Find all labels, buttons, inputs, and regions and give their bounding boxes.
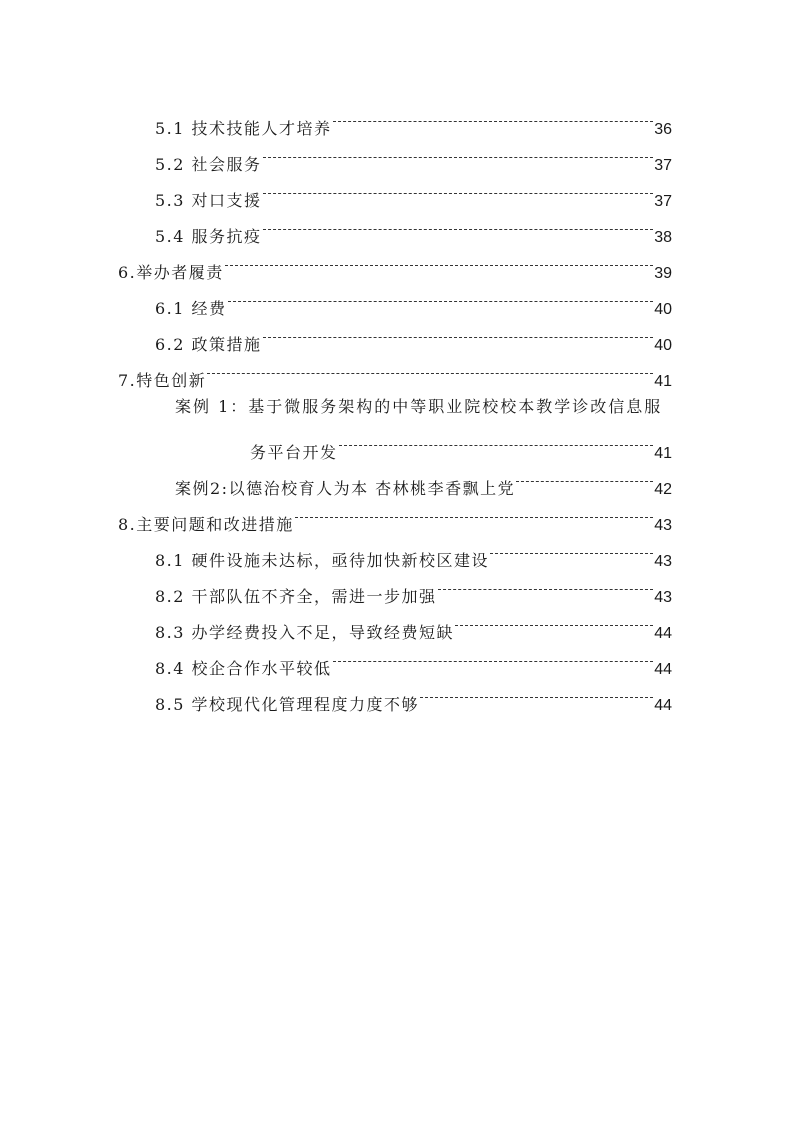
- toc-entry-title: 8.2 干部队伍不齐全，需进一步加强: [155, 587, 437, 606]
- toc-entry-page: 36: [654, 121, 672, 138]
- toc-leader-dashes: [516, 464, 653, 494]
- toc-entry[interactable]: [155, 176, 672, 210]
- toc-entry-page: 43: [654, 589, 672, 606]
- toc-leader-dashes: [207, 356, 653, 386]
- toc-entry-title: 案例2:以德治校育人为本 杏林桃李香飘上党: [175, 479, 516, 498]
- toc-leader-dashes: [228, 284, 654, 314]
- toc-entry-page: 40: [654, 301, 672, 318]
- toc-entry-page: 37: [654, 193, 672, 210]
- toc-entry-title: 8.1 硬件设施未达标，亟待加快新校区建设: [155, 551, 490, 570]
- toc-entry[interactable]: [155, 536, 672, 570]
- toc-entry-page: 37: [654, 157, 672, 174]
- toc-leader-dashes: [455, 608, 653, 638]
- toc-leader-dashes: [263, 320, 654, 350]
- toc-entry-case-2[interactable]: [175, 464, 672, 498]
- toc-entry-page: 39: [654, 265, 672, 282]
- toc-entry-title: 5.1 技术技能人才培养: [155, 119, 332, 138]
- toc-entry-title: 案例 1：基于微服务架构的中等职业院校校本教学诊改信息服: [175, 397, 663, 416]
- toc-entry-title: 5.4 服务抗疫: [155, 227, 262, 246]
- toc-entry-title: 8.5 学校现代化管理程度力度不够: [155, 695, 420, 714]
- toc-entry-title: 5.2 社会服务: [155, 155, 262, 174]
- toc-leader-dashes: [333, 644, 654, 674]
- toc-leader-dashes: [333, 104, 654, 134]
- toc-leader-dashes: [263, 176, 654, 206]
- toc-entry-title: 6.1 经费: [155, 299, 227, 318]
- toc-leader-dashes: [339, 428, 654, 458]
- toc-entry-title: 6.举办者履责: [118, 263, 224, 282]
- toc-entry-page: 44: [654, 661, 672, 678]
- toc-entry-page: 38: [654, 229, 672, 246]
- toc-leader-dashes: [225, 248, 653, 278]
- toc-entry-page: 43: [654, 553, 672, 570]
- toc-entry-page: 44: [654, 625, 672, 642]
- toc-entry[interactable]: [118, 356, 672, 390]
- toc-entry[interactable]: [155, 104, 672, 138]
- toc-entry[interactable]: [155, 320, 672, 354]
- toc-entry[interactable]: [118, 500, 672, 534]
- toc-leader-dashes: [263, 140, 654, 170]
- toc-entry-title: 8.3 办学经费投入不足，导致经费短缺: [155, 623, 455, 642]
- toc-leader-dashes: [295, 500, 653, 530]
- toc-entry-case-1[interactable]: [175, 392, 672, 422]
- toc-entry-title: 7.特色创新: [118, 371, 207, 390]
- toc-entry-case-1-continued[interactable]: [250, 428, 672, 462]
- toc-entry-page: 41: [654, 373, 672, 390]
- toc-entry[interactable]: [155, 680, 672, 714]
- toc-entry-page: 41: [654, 445, 672, 462]
- toc-entry-page: 42: [654, 481, 672, 498]
- toc-entry-page: 44: [654, 697, 672, 714]
- toc-entry[interactable]: [155, 284, 672, 318]
- toc-entry-title: 务平台开发: [250, 443, 338, 462]
- toc-entry-title: 6.2 政策措施: [155, 335, 262, 354]
- toc-leader-dashes: [438, 572, 654, 602]
- toc-entry[interactable]: [155, 608, 672, 642]
- toc-entry-page: 40: [654, 337, 672, 354]
- toc-entry-title: 5.3 对口支援: [155, 191, 262, 210]
- toc-entry[interactable]: [118, 248, 672, 282]
- toc-leader-dashes: [263, 212, 654, 242]
- toc-entry-page: 43: [654, 517, 672, 534]
- toc-entry[interactable]: [155, 140, 672, 174]
- toc-entry-title: 8.主要问题和改进措施: [118, 515, 294, 534]
- toc-entry-title: 8.4 校企合作水平较低: [155, 659, 332, 678]
- toc-entry[interactable]: [155, 212, 672, 246]
- toc-leader-dashes: [490, 536, 653, 566]
- toc-entry[interactable]: [155, 644, 672, 678]
- toc-leader-dashes: [420, 680, 653, 710]
- toc-entry[interactable]: [155, 572, 672, 606]
